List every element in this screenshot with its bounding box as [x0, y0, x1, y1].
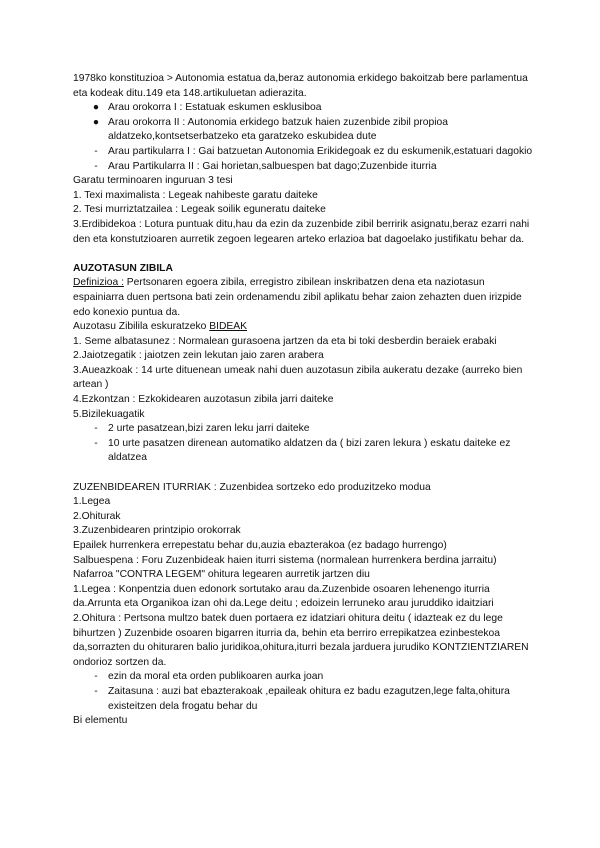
tesi-item: 2. Tesi murriztatzailea : Legeak soilik eguneratu daiteke [73, 204, 326, 216]
list-item [73, 116, 533, 145]
bideak-prefix: Auzotasu Zibilila eskuratzeko [73, 321, 210, 333]
list-item [73, 160, 533, 175]
list-item [73, 670, 533, 685]
spacer [73, 247, 533, 262]
intro-paragraph: 1978ko konstituzioa > Autonomia estatua da,beraz autonomia erkidego bakoitzab bere parlamentua eta kodeak ditu.149 eta 148.artikuluetan adierazita. [73, 73, 528, 99]
list-item-text: Arau orokorra I : Estatuak eskumen esklusiboa [108, 102, 322, 114]
iturriak-list-item: 2.Ohiturak [73, 510, 121, 522]
list-item [73, 422, 533, 437]
dash-icon: - [94, 671, 98, 683]
dash-icon: - [94, 423, 98, 435]
tesi-title: Garatu terminoaren inguruan 3 tesi [73, 175, 233, 187]
bullet-icon: ● [92, 102, 100, 114]
section-heading: AUZOTASUN ZIBILA [73, 262, 173, 274]
bideak-item: 5.Bizilekuagatik [73, 408, 145, 420]
list-item-text: 2 urte pasatzean,bizi zaren leku jarri daiteke [108, 423, 310, 435]
list-item-text: Zaitasuna : auzi bat ebazterakoak ,epaileak ohitura ez badu ezagutzen,lege falta,ohitura existeitzen dela frogatu behar du [108, 685, 510, 712]
iturriak-list-item: 1.Legea [73, 496, 111, 508]
list-item [73, 437, 533, 466]
list-item [73, 145, 533, 160]
list-item-text: ezin da moral eta orden publikoaren aurka joan [108, 671, 324, 683]
list-item-text: 10 urte pasatzen direnean automatiko aldatzen da ( bizi zaren lekura ) eskatu daiteke ez aldatzea [108, 437, 511, 464]
document-body [73, 72, 533, 729]
list-item [73, 101, 533, 116]
definition-text: Pertsonaren egoera zibila, erregistro zibilean inskribatzen dena eta naziotasun espainiarra duen pertsona bati zein ordenamendu zibil aplikatu behar zaion zehazten duen irizpide edo konexio puntua da. [73, 277, 522, 318]
iturriak-list-item: 3.Zuzenbidearen printzipio orokorrak [73, 525, 241, 537]
dash-icon: - [94, 685, 98, 697]
iturriak-paragraph: Epailek hurrenkera errepestatu behar du,auzia ebazterakoa (ez badago hurrengo) [73, 540, 447, 551]
arau-list [73, 101, 533, 174]
definition-paragraph [73, 276, 533, 320]
dash-icon: - [94, 160, 98, 172]
iturriak-title: ZUZENBIDEAREN ITURRIAK : Zuzenbidea sortzeko edo produzitzeko modua [73, 481, 431, 493]
bullet-icon: ● [92, 116, 100, 128]
bideak-word: BIDEAK [209, 321, 247, 333]
iturriak-paragraph: 1.Legea : Konpentzia duen edonork sortutako arau da.Zuzenbide osoaren lehenengo iturria da.Arrunta eta Organikoa izan ohi da.Lege deitu ; edoizein lerruneko arau juruddiko idaitziari [73, 583, 494, 610]
tesi-item: 1. Texi maximalista : Legeak nahibeste garatu daiteke [73, 189, 318, 201]
iturriak-paragraph: 2.Ohitura : Pertsona multzo batek duen portaera ez idatziari ohitura deitu ( idazteak ez du lege bihurtzen ) Zuzenbide osoaren bigarren iturria da, behin eta berriro errepikatzea ezinbestekoa da,sorrazten du ohituraren balio juridikoa,ohitura,iturri bezala jarduera jurudiko KONTZIENTZIAREN ondorioz sortzen da. [73, 612, 529, 668]
bideak-line [73, 320, 533, 335]
spacer [73, 466, 533, 481]
definition-label: Definizioa : [73, 277, 124, 289]
dash-icon: - [94, 437, 98, 449]
bideak-item: 2.Jaiotzegatik : jaiotzen zein lekutan jaio zaren arabera [73, 350, 324, 362]
bideak-item: 1. Seme albatasunez : Normalean gurasoena jartzen da eta bi toki desberdin beraiek erabaki [73, 335, 497, 347]
list-item-text: Arau Partikularra II : Gai horietan,salbuespen bat dago;Zuzenbide iturria [108, 160, 437, 172]
list-item-text: Arau orokorra II : Autonomia erkidego batzuk haien zuzenbide zibil propioa aldatzeko,kontsetserbatzeko eta garatzeko eskubidea dute [108, 116, 449, 143]
list-item-text: Arau partikularra I : Gai batzuetan Autonomia Erikidegoak ez du eskumenik,estatuari dagokio [108, 145, 533, 157]
list-item [73, 685, 533, 714]
final-line: Bi elementu [73, 715, 128, 727]
iturriak-paragraph: Salbuespena : Foru Zuzenbideak haien iturri sistema (normalean hurrenkera berdina jarraitu) Nafarroa "CONTRA LEGEM" ohitura legearen aurretik jartzen diu [73, 554, 497, 581]
bideak-item: 3.Aueazkoak : 14 urte dituenean umeak nahi duen auzotasun zibila aukeratu dezake (aurreko bien artean ) [73, 364, 523, 391]
tesi-item: 3.Erdibidekoa : Lotura puntuak ditu,hau da ezin da zuzenbide zibil berririk asignatu,beraz ezarri nahi den eta konstutzioaren aurretik zegoen legearen arteko erlazioa bat dagoelako justifikatu behar da. [73, 218, 530, 245]
bideak-item: 4.Ezkontzan : Ezkokidearen auzotasun zibila jarri daiteke [73, 394, 334, 406]
dash-icon: - [94, 145, 98, 157]
